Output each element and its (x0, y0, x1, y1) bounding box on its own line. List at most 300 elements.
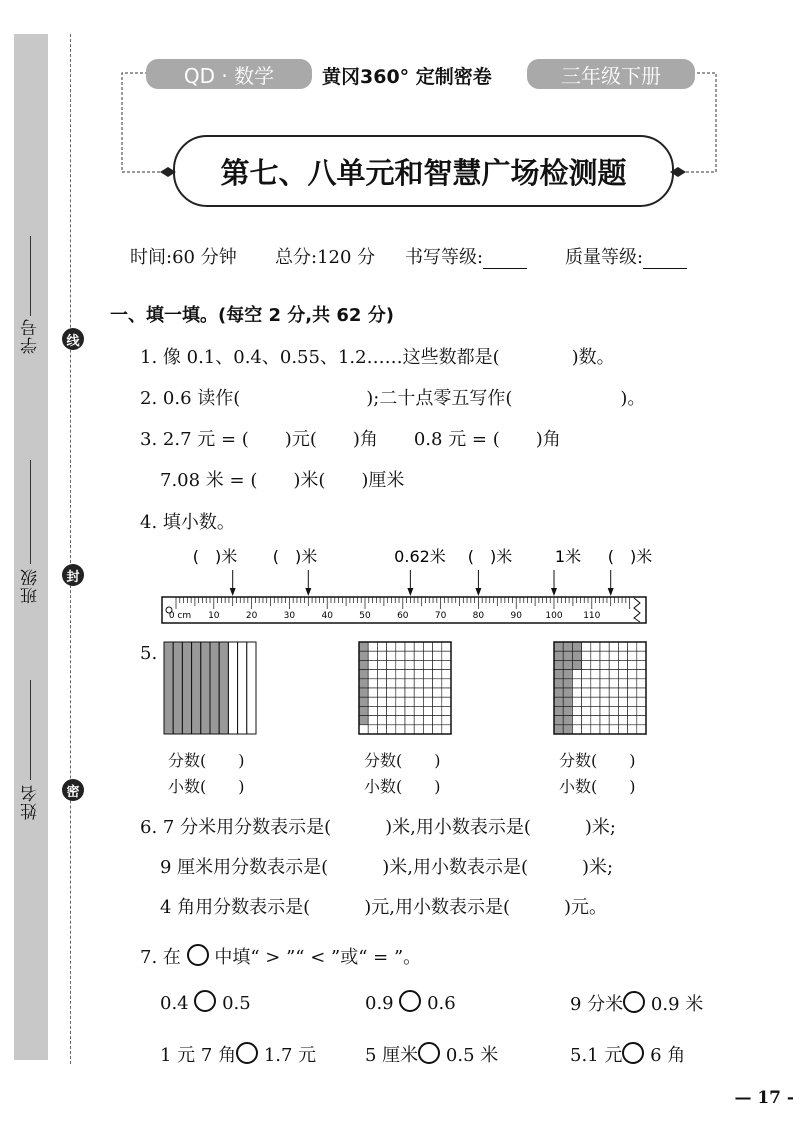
grid-cell (377, 670, 386, 679)
grid-cell (628, 716, 637, 725)
grid-cell (423, 660, 432, 669)
grid-cell (600, 660, 609, 669)
grid-cell (572, 642, 581, 651)
ruler-arrow-head (230, 588, 236, 596)
ruler-tick-label: 40 (321, 611, 333, 621)
grid-cell (433, 670, 442, 679)
grid-cell (609, 725, 618, 734)
grid-cell (433, 651, 442, 660)
grid-cell (368, 651, 377, 660)
grid-cell (609, 688, 618, 697)
ruler-tick-label: 50 (359, 611, 371, 621)
ruler-arrow-head (608, 588, 614, 596)
name-label: 姓名 (21, 784, 41, 820)
grid-cell (618, 706, 627, 715)
grid-cell (414, 697, 423, 706)
grid-cell (591, 725, 600, 734)
ruler-arrow-head (305, 588, 311, 596)
page-number: — 17 - (734, 1088, 794, 1108)
grid-cell (405, 651, 414, 660)
compare-right: 0.5 (222, 993, 251, 1014)
grid-cell (387, 688, 396, 697)
grid-cell (600, 725, 609, 734)
grid-cell (377, 651, 386, 660)
grid1-strip (210, 642, 219, 734)
grid-cell (433, 725, 442, 734)
grid-cell (600, 716, 609, 725)
ruler-label: ( )米 (607, 547, 653, 566)
grid-cell (433, 688, 442, 697)
grid-cell (618, 725, 627, 734)
grid-cell (442, 651, 451, 660)
grid-cell (572, 697, 581, 706)
grid-cell (368, 642, 377, 651)
grid-cell (618, 642, 627, 651)
grid-cell (423, 670, 432, 679)
grid-cell (572, 725, 581, 734)
grid-cell (368, 660, 377, 669)
grid-cell (554, 660, 563, 669)
grid-cell (387, 706, 396, 715)
grid-cell (591, 688, 600, 697)
grid-cell (368, 679, 377, 688)
grid-cell (359, 642, 368, 651)
compare-circle[interactable] (399, 990, 421, 1012)
ruler (160, 540, 660, 630)
question-6c: 4 角用分数表示是( )元,用小数表示是( )元。 (160, 897, 607, 918)
grid-cell (377, 679, 386, 688)
grid-cell (442, 679, 451, 688)
grid-cell (554, 716, 563, 725)
grid-cell (359, 688, 368, 697)
brand-text: 黄冈360° 定制密卷 (322, 66, 492, 88)
grid-cell (433, 679, 442, 688)
grid-cell (387, 725, 396, 734)
grid-cell (396, 725, 405, 734)
compare-circle[interactable] (418, 1042, 440, 1064)
ruler-arrow-head (475, 588, 481, 596)
grid-cell (396, 642, 405, 651)
total-info: 总分:120 分 (275, 247, 376, 268)
grid-cell (554, 706, 563, 715)
grid2-fraction: 分数( ) (364, 751, 441, 770)
grid-cell (377, 725, 386, 734)
grid-cell (387, 670, 396, 679)
grid-cell (423, 716, 432, 725)
grid-cell (637, 642, 646, 651)
grid-cell (423, 679, 432, 688)
grid-cell (563, 697, 572, 706)
grid-cell (591, 651, 600, 660)
grid3-decimal: 小数( ) (559, 777, 636, 796)
grid-cell (414, 725, 423, 734)
grid-cell (405, 660, 414, 669)
grid-cell (572, 716, 581, 725)
grid-cell (414, 716, 423, 725)
grid-cell (609, 670, 618, 679)
ruler-tick-label: 80 (472, 611, 485, 621)
grid-cell (628, 697, 637, 706)
grid-cell (618, 688, 627, 697)
grid-cell (628, 651, 637, 660)
grid-cell (405, 706, 414, 715)
grid-cell (582, 670, 591, 679)
time-info: 时间:60 分钟 (130, 247, 237, 268)
grid-cell (405, 725, 414, 734)
grid-cell (563, 688, 572, 697)
grid-cell (637, 688, 646, 697)
compare-item (570, 990, 703, 1016)
grid-figures (160, 640, 660, 750)
grid-cell (554, 642, 563, 651)
question-2: 2. 0.6 读作( );二十点零五写作( )。 (140, 388, 646, 409)
grid-cell (387, 660, 396, 669)
grid-cell (563, 725, 572, 734)
compare-circle[interactable] (622, 1042, 644, 1064)
grid1-strip (219, 642, 228, 734)
grid-cell (572, 679, 581, 688)
grid-cell (396, 716, 405, 725)
compare-circle[interactable] (623, 991, 645, 1013)
question-6b: 9 厘米用分数表示是( )米,用小数表示是( )米; (160, 857, 614, 878)
grid-cell (554, 670, 563, 679)
student-id-line (30, 236, 31, 316)
grid-cell (582, 660, 591, 669)
class-label: 班级 (21, 568, 41, 604)
grid-cell (377, 642, 386, 651)
grid-cell (554, 697, 563, 706)
grid1-strip (201, 642, 210, 734)
grid-cell (600, 688, 609, 697)
class-line (30, 460, 31, 564)
grid-cell (359, 651, 368, 660)
grid-cell (591, 642, 600, 651)
grid-cell (637, 697, 646, 706)
grid1-strip (238, 642, 247, 734)
grid-cell (368, 670, 377, 679)
quality-grade-blank[interactable] (643, 252, 687, 269)
grid-cell (396, 706, 405, 715)
writing-grade-label: 书写等级: (405, 247, 484, 268)
grid3-fraction: 分数( ) (559, 751, 636, 770)
grid-cell (368, 706, 377, 715)
grid-cell (359, 679, 368, 688)
question-3a: 3. 2.7 元 = ( )元( )角 0.8 元 = ( )角 (140, 429, 561, 450)
grid-cell (554, 651, 563, 660)
grid-cell (442, 706, 451, 715)
grid-cell (637, 725, 646, 734)
grid-cell (600, 706, 609, 715)
grid-cell (637, 660, 646, 669)
grid-cell (563, 651, 572, 660)
grid-cell (414, 651, 423, 660)
grid-cell (591, 706, 600, 715)
compare-left: 0.9 (365, 993, 394, 1014)
compare-right: 0.6 (427, 993, 456, 1014)
compare-circle[interactable] (236, 1042, 258, 1064)
grid-cell (387, 642, 396, 651)
grid-cell (563, 660, 572, 669)
grid-cell (609, 679, 618, 688)
grid-cell (423, 651, 432, 660)
grid-cell (359, 697, 368, 706)
ruler-tick-label: 110 (583, 611, 601, 621)
writing-grade (405, 243, 527, 269)
grid-cell (442, 688, 451, 697)
grid-cell (591, 697, 600, 706)
compare-left: 0.4 (160, 993, 189, 1014)
ruler-arrow-head (551, 588, 557, 596)
grid-cell (582, 642, 591, 651)
quality-grade (565, 243, 687, 269)
ruler-tick-label: 20 (245, 611, 258, 621)
grid-cell (591, 670, 600, 679)
grid-cell (637, 679, 646, 688)
grid-cell (359, 716, 368, 725)
grid-cell (600, 642, 609, 651)
grid-cell (433, 706, 442, 715)
ruler-tick-label: 100 (545, 611, 563, 621)
student-id-label: 学号 (21, 318, 41, 354)
grid-cell (423, 706, 432, 715)
grid-cell (359, 670, 368, 679)
grid-cell (591, 716, 600, 725)
compare-left: 1 元 7 角 (160, 1045, 237, 1066)
grid-cell (563, 642, 572, 651)
grid-cell (628, 679, 637, 688)
grid-cell (582, 679, 591, 688)
grid-cell (442, 725, 451, 734)
ruler-label: ( )米 (467, 547, 513, 566)
grid-cell (600, 679, 609, 688)
grid2-decimal: 小数( ) (364, 777, 441, 796)
compare-item (160, 990, 251, 1014)
grid-cell (442, 716, 451, 725)
grid-cell (618, 697, 627, 706)
compare-right: 1.7 元 (263, 1045, 317, 1066)
grid-cell (396, 679, 405, 688)
grid-cell (414, 660, 423, 669)
grid-cell (572, 660, 581, 669)
grid-cell (609, 697, 618, 706)
seal-seal: 封 (62, 564, 84, 586)
grid-cell (582, 706, 591, 715)
grid-cell (563, 670, 572, 679)
grid-cell (628, 660, 637, 669)
grid-cell (563, 706, 572, 715)
grid-cell (387, 716, 396, 725)
grid-cell (618, 660, 627, 669)
grid-cell (377, 716, 386, 725)
grid-cell (396, 697, 405, 706)
grid1-strip (228, 642, 237, 734)
grid-cell (563, 716, 572, 725)
grid-cell (628, 706, 637, 715)
grid-cell (572, 670, 581, 679)
compare-left: 9 分米 (570, 994, 624, 1015)
grid-cell (405, 642, 414, 651)
section-heading: 一、填一填。(每空 2 分,共 62 分) (110, 305, 394, 326)
grid-cell (600, 670, 609, 679)
grid-cell (433, 716, 442, 725)
grid-cell (433, 642, 442, 651)
compare-left: 5 厘米 (365, 1045, 419, 1066)
grid1-decimal: 小数( ) (168, 777, 245, 796)
grid-cell (359, 660, 368, 669)
grid-cell (554, 725, 563, 734)
grid-cell (618, 651, 627, 660)
grid-cell (405, 716, 414, 725)
question-7 (140, 943, 421, 969)
grid-cell (600, 697, 609, 706)
grid-cell (554, 688, 563, 697)
grid-cell (609, 642, 618, 651)
grid-cell (387, 679, 396, 688)
grid-cell (582, 716, 591, 725)
grid-cell (396, 670, 405, 679)
grid1-strip (192, 642, 201, 734)
seal-secret: 密 (62, 779, 84, 801)
compare-left: 5.1 元 (570, 1045, 623, 1066)
grid-cell (442, 642, 451, 651)
quality-grade-label: 质量等级: (565, 247, 644, 268)
question-1: 1. 像 0.1、0.4、0.55、1.2……这些数都是( )数。 (140, 347, 615, 368)
grid-cell (396, 660, 405, 669)
compare-item (160, 1041, 316, 1067)
grid-cell (591, 660, 600, 669)
ruler-tick-label: 60 (397, 611, 409, 621)
name-line (30, 680, 31, 780)
grid-cell (637, 651, 646, 660)
grid-cell (387, 697, 396, 706)
grid-cell (433, 660, 442, 669)
grid-cell (368, 688, 377, 697)
grid-cell (396, 688, 405, 697)
grid-cell (628, 725, 637, 734)
compare-circle[interactable] (194, 990, 216, 1012)
compare-item (365, 1041, 498, 1067)
grid-cell (414, 706, 423, 715)
page-title: 第七、八单元和智慧广场检测题 (173, 135, 674, 207)
grid-cell (368, 716, 377, 725)
grid-cell (628, 670, 637, 679)
grid-cell (628, 642, 637, 651)
grid-cell (423, 688, 432, 697)
grid-cell (433, 697, 442, 706)
writing-grade-blank[interactable] (483, 252, 527, 269)
question-3b: 7.08 米 = ( )米( )厘米 (160, 470, 405, 491)
grid-cell (423, 725, 432, 734)
ruler-tick-label: 0 cm (168, 611, 192, 621)
grid-cell (572, 706, 581, 715)
grid-cell (637, 716, 646, 725)
grid-cell (600, 651, 609, 660)
grid-cell (377, 697, 386, 706)
grid-cell (405, 697, 414, 706)
grid-cell (359, 706, 368, 715)
question-5: 5. (140, 643, 158, 664)
grid-cell (609, 651, 618, 660)
grid-cell (442, 670, 451, 679)
compare-right: 0.9 米 (650, 994, 704, 1015)
compare-right: 0.5 米 (445, 1045, 499, 1066)
grid-cell (423, 697, 432, 706)
ruler-tick-label: 30 (283, 611, 296, 621)
grid-cell (396, 651, 405, 660)
ruler-label: ( )米 (272, 547, 318, 566)
question-4: 4. 填小数。 (140, 512, 235, 533)
grid-cell (637, 706, 646, 715)
grid-cell (609, 706, 618, 715)
ruler-label: 1米 (554, 547, 582, 566)
compare-item (570, 1041, 685, 1067)
grid-cell (405, 670, 414, 679)
grid1-strip (164, 642, 173, 734)
grid-cell (554, 679, 563, 688)
grid-cell (442, 697, 451, 706)
grid-cell (405, 688, 414, 697)
ruler-arrow-head (407, 588, 413, 596)
grid-cell (582, 725, 591, 734)
grid-cell (368, 697, 377, 706)
grid-cell (423, 642, 432, 651)
ruler-label: ( )米 (192, 547, 238, 566)
grid-cell (582, 688, 591, 697)
question-7-rest: 中填“ > ”“ < ”或“ = ”。 (214, 947, 422, 968)
grid-cell (582, 651, 591, 660)
ruler-tick-label: 70 (434, 611, 447, 621)
grid-cell (618, 716, 627, 725)
grid1-strip (247, 642, 256, 734)
grid-cell (442, 660, 451, 669)
grid-cell (405, 679, 414, 688)
compare-item (365, 990, 456, 1014)
grid-cell (637, 670, 646, 679)
grade-badge: 三年级下册 (527, 59, 695, 89)
circle-icon (187, 944, 209, 966)
grid-cell (609, 716, 618, 725)
grid-cell (628, 688, 637, 697)
grid-cell (582, 697, 591, 706)
grid-cell (609, 660, 618, 669)
grid1-strip (182, 642, 191, 734)
grid-cell (414, 679, 423, 688)
grid-cell (377, 688, 386, 697)
seal-line: 线 (62, 328, 84, 350)
question-6a: 6. 7 分米用分数表示是( )米,用小数表示是( )米; (140, 817, 616, 838)
grid-cell (591, 679, 600, 688)
ruler-tick-label: 90 (510, 611, 522, 621)
grid-cell (414, 688, 423, 697)
grid-cell (572, 688, 581, 697)
grid-cell (368, 725, 377, 734)
grid-cell (414, 642, 423, 651)
grid-cell (377, 660, 386, 669)
question-7-label: 7. 在 (140, 947, 181, 968)
grid1-fraction: 分数( ) (168, 751, 245, 770)
subject-badge: QD · 数学 (146, 59, 312, 89)
ruler-label: 0.62米 (394, 547, 446, 566)
grid-cell (618, 670, 627, 679)
grid-cell (377, 706, 386, 715)
ruler-tick-label: 10 (208, 611, 220, 621)
grid-cell (359, 725, 368, 734)
grid-cell (572, 651, 581, 660)
grid-cell (414, 670, 423, 679)
compare-right: 6 角 (650, 1045, 686, 1066)
grid-cell (387, 651, 396, 660)
grid-cell (563, 679, 572, 688)
